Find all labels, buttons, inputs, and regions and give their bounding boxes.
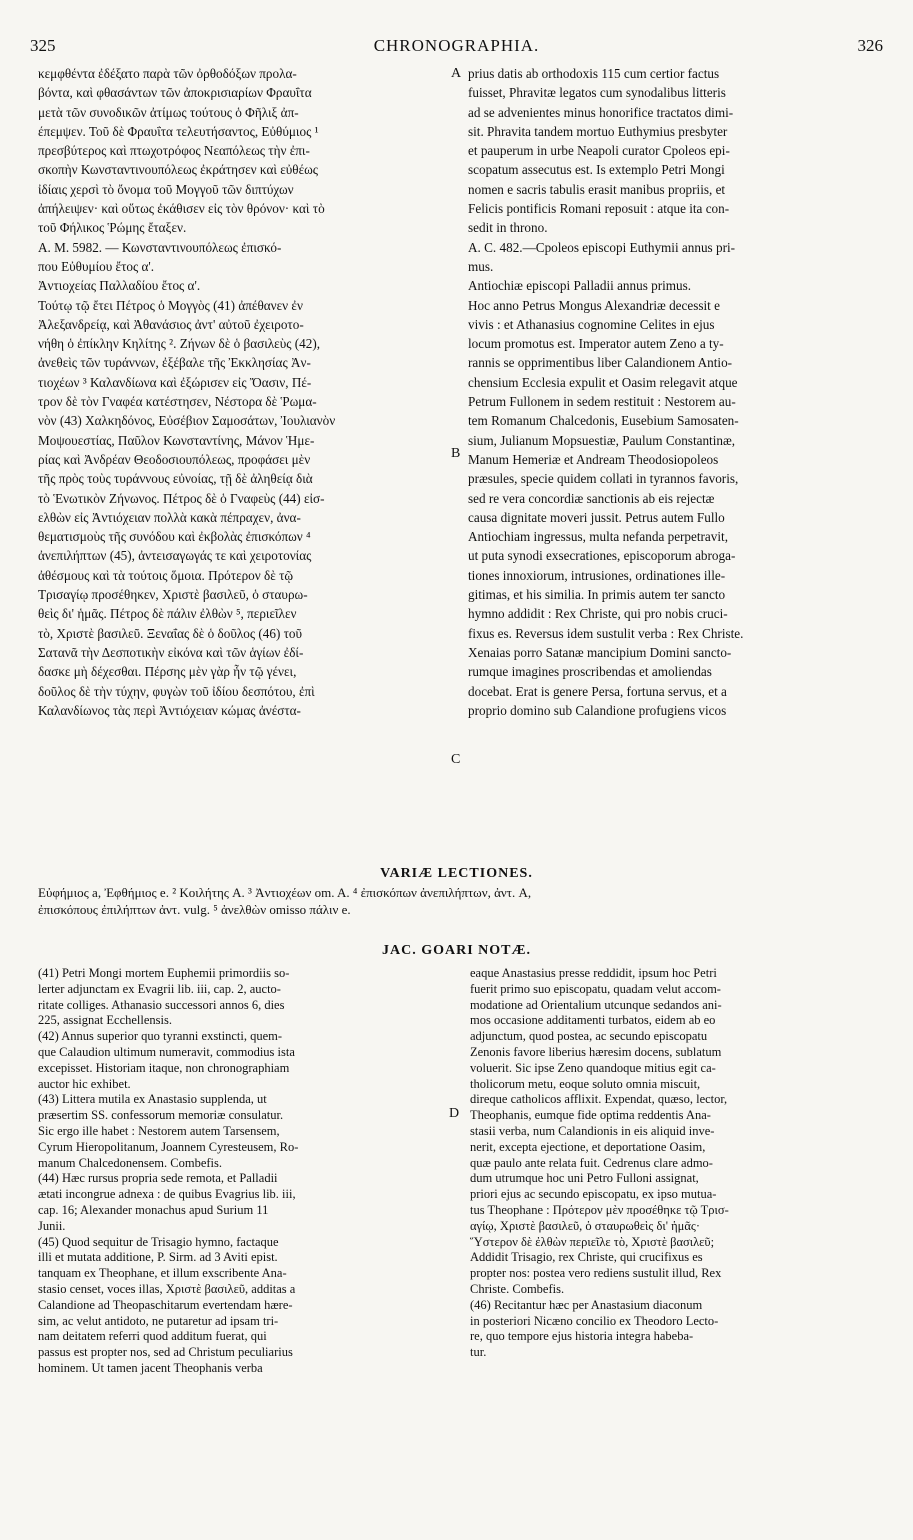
note-line: nerit, excepta ejectione, et deportatione Oasim, xyxy=(470,1139,706,1154)
latin-text-line: Antiochiam ingressus, multa nefanda perpetravit, xyxy=(468,529,729,545)
note-line: stasio censet, voces illas, Χριστὲ βασιλεῦ, additas a xyxy=(38,1281,296,1296)
latin-text-line: Hoc anno Petrus Mongus Alexandriæ decessit e xyxy=(468,297,720,313)
latin-text-line: Xenaias porro Satanæ mancipium Domini sancto- xyxy=(468,644,732,660)
latin-text-line: chensium Ecclesia expulit et Oasim relegavit atque xyxy=(468,374,738,390)
latin-text-line: sedit in throno. xyxy=(468,220,548,236)
latin-text-line: præsules, specie quidem collati in tyrannos favoris, xyxy=(468,471,739,487)
note-line: præsertim SS. confessorum memoriæ consulatur. xyxy=(38,1108,284,1123)
greek-text-line: ἀθέσμους καὶ τὰ τούτοις ὅμοια. Πρότερον δὲ τῷ xyxy=(38,567,294,583)
note-line: eaque Anastasius presse reddidit, ipsum hoc Petri xyxy=(470,966,717,980)
latin-text-line: Manum Hemeriæ et Andream Theodosiopoleos xyxy=(468,451,719,467)
note-line: (41) Petri Mongi mortem Euphemii primordiis so- xyxy=(38,966,290,980)
note-line: Christe. Combefis. xyxy=(470,1281,565,1296)
latin-text-line: ut puta synodi exsecrationes, episcoporum abroga- xyxy=(468,548,736,564)
greek-text-line: μετὰ τῶν συνοδικῶν ἀτίμως τούτους ὁ Φῆλιξ ἀπ- xyxy=(38,104,299,120)
note-line: direque catholicos afflixit. Expendat, quæso, lector, xyxy=(470,1092,728,1107)
greek-text-line: πρεσβύτερος καὶ πτωχοτρόφος Νεαπόλεως τὴν ἐπι- xyxy=(38,143,310,159)
note-line: fuerit primo suo episcopatu, quadam velut accom- xyxy=(470,981,721,996)
note-line: illi et mutata additione, P. Sirm. ad 3 Aviti epist. xyxy=(38,1250,278,1265)
running-header xyxy=(30,36,883,60)
note-line: modatione ad Orientalium utcunque sedandos ani- xyxy=(470,997,722,1012)
note-line: hominem. Ut tamen jacent Theophanis verba xyxy=(38,1360,263,1375)
greek-text-line: τὸ Ἑνωτικὸν Ζήνωνος. Πέτρος δὲ ὁ Γναφεὺς (44) εἰσ- xyxy=(38,490,325,506)
greek-text-line: βόντα, καὶ φθασάντων τῶν ἀποκρισιαρίων Φραυΐτα xyxy=(38,85,312,101)
greek-text-line: τιοχέων ³ Καλανδίωνα καὶ ἐξώρισεν εἰς Ὄασιν, Πέ- xyxy=(38,374,312,390)
note-line: quæ paulo ante relata fuit. Cedrenus clare admo- xyxy=(470,1155,713,1170)
note-line: passus est propter nos, sed ad Christum peculiarius xyxy=(38,1345,293,1360)
page-number-right: 326 xyxy=(857,36,883,55)
page-number-left: 325 xyxy=(30,36,56,55)
greek-text-line: ἀνεπιλήπτων (45), ἀντεισαγωγάς τε καὶ χειροτονίας xyxy=(38,548,312,564)
greek-text-line: τῆς πρὸς τοὺς τυράννους εὐνοίας, τῇ δὲ ἀληθείᾳ διὰ xyxy=(38,471,313,487)
latin-text-line: hymno addidit : Rex Christe, qui pro nobis cruci- xyxy=(468,606,728,622)
greek-text-line: νὸν (43) Χαλκηδόνος, Εὐσέβιον Σαμοσάτων, Ἰουλιανὸν xyxy=(38,413,336,429)
greek-text-line: τοῦ Φήλικος Ῥώμης ἔταξεν. xyxy=(38,220,187,236)
latin-text-line: ad se advenientes minus honorifice tractatos dimi- xyxy=(468,104,734,120)
latin-text-line: vivis : et Athanasius cognomine Celites in ejus xyxy=(468,316,715,332)
margin-letter-a: A xyxy=(451,66,462,81)
note-line: ætati incongrue adnexa : de quibus Evagrius lib. iii, xyxy=(38,1187,296,1202)
note-line: Cyrum Hieropolitanum, Joannem Cyresteusem, Ro- xyxy=(38,1139,299,1154)
greek-text-line: έπεμψεν. Τοῦ δὲ Φραυΐτα τελευτήσαντος, Εὐθύμιος ¹ xyxy=(38,123,319,139)
notes-heading: JAC. GOARI NOTÆ. xyxy=(381,943,531,958)
note-line: 225, assignat Ecchellensis. xyxy=(38,1013,172,1028)
note-line: mos occasione additamenti turbatos, eidem ab eo xyxy=(470,1013,716,1028)
note-line: Theophanis, eumque fide optima reddentis Ana- xyxy=(470,1108,711,1123)
greek-text-line: τὸ, Χριστὲ βασιλεῦ. Ξεναΐας δὲ ὁ δοῦλος (46) τοῦ xyxy=(38,625,303,641)
greek-text-line: δασκε μὴ δέχεσθαι. Πέρσης μὲν γὰρ ἦν τῷ γένει, xyxy=(38,664,297,680)
note-line: dum utrumque hoc uni Petro Fulloni assignat, xyxy=(470,1171,699,1186)
note-line: sim, ac velut antidoto, ne putaretur ad ipsam tri- xyxy=(38,1313,279,1328)
greek-text-line: Καλανδίωνος τὰς περὶ Ἀντιόχειαν κώμας ἀνέστα- xyxy=(38,702,301,718)
note-line: excepisset. Historiam itaque, non chronographiam xyxy=(38,1060,290,1075)
latin-text-line: A. C. 482.—Cpoleos episcopi Euthymii annus pri- xyxy=(468,239,736,255)
note-line: Junii. xyxy=(38,1218,66,1233)
note-line: nam deitatem referri quod additum fuerat, qui xyxy=(38,1329,267,1344)
variae-lectiones-text xyxy=(38,884,875,918)
notes-left-column xyxy=(38,966,442,1377)
margin-letter-d: D xyxy=(449,1106,460,1121)
latin-text-line: sed re vera concordiæ sanctionis ab eis rejectæ xyxy=(468,490,715,506)
note-line: tus Theophane : Πρότερον μὲν προσέθηκε τῷ Τρισ- xyxy=(470,1202,729,1217)
latin-text-line: locum promotus est. Imperator autem Zeno a ty- xyxy=(468,336,724,352)
greek-text-line: Μοψουεστίας, Παῦλον Κωνσταντίνης, Μάνον Ἡμε- xyxy=(38,432,315,448)
note-line: in posteriori Nicæno concilio ex Theodoro Lecto- xyxy=(470,1313,719,1328)
latin-text-line: mus. xyxy=(468,258,494,274)
latin-text-line: proprio domino sub Calandione profugiens vicos xyxy=(468,702,727,718)
latin-text-line: nomen e sacris tabulis erasit manibus propriis, et xyxy=(468,181,726,197)
latin-text-line: tem Romanum Chalcedonis, Eusebium Samosaten- xyxy=(468,413,739,429)
latin-text-line: prius datis ab orthodoxis 115 cum certior factus xyxy=(468,66,720,81)
latin-text-line: causa dignitate moveri jussit. Petrus autem Fullo xyxy=(468,509,725,525)
greek-text-line: Τούτῳ τῷ ἔτει Πέτρος ὁ Μογγὸς (41) ἀπέθανεν ἐν xyxy=(38,297,303,313)
latin-text-line: tiones innoxiorum, intrusiones, ordinationes ille- xyxy=(468,567,726,583)
greek-text-line: που Εὐθυμίου ἔτος α'. xyxy=(38,258,155,274)
greek-text-line: Ἀντιοχείας Παλλαδίου ἔτος α'. xyxy=(38,278,201,294)
note-line: Zenonis favore liberius hæresim docens, sublatum xyxy=(470,1044,722,1059)
greek-text-line: σκοπὴν Κωνσταντινουπόλεως ἐκράτησεν καὶ εὐθέως xyxy=(38,162,319,178)
latin-text-column xyxy=(468,64,876,720)
notes-right-column xyxy=(470,966,876,1361)
greek-text-line: ελθὼν εἰς Ἀντιόχειαν πολλὰ κακὰ πέπραχεν, ἀνα- xyxy=(38,509,301,525)
latin-text-line: fuisset, Phravitæ legatos cum synodalibus litteris xyxy=(468,85,726,101)
note-line: Ὕστερον δὲ ἐλθὼν περιεῖλε τὸ, Χριστὲ βασιλεῦ; xyxy=(470,1234,715,1249)
latin-text-line: Antiochiæ episcopi Palladii annus primus. xyxy=(468,278,692,294)
greek-text-line: κεμφθέντα ἐδέξατο παρὰ τῶν ὀρθοδόξων προλα- xyxy=(38,66,297,81)
note-line: cap. 16; Alexander monachus apud Surium 11 xyxy=(38,1202,269,1217)
latin-text-line: Felicis pontificis Romani reposuit : atque ita con- xyxy=(468,201,730,217)
note-line: lerter adjunctam ex Evagrii lib. iii, cap. 2, aucto- xyxy=(38,981,281,996)
note-line: tur. xyxy=(470,1345,487,1360)
note-line: (44) Hæc rursus propria sede remota, et Palladii xyxy=(38,1171,278,1186)
greek-text-line: ἀπήλειψεν· καὶ οὕτως ἐκάθισεν εἰς τὸν θρόνον· καὶ τὸ xyxy=(38,201,325,217)
note-line: manum Chalcedonensem. Combefis. xyxy=(38,1155,222,1170)
greek-text-line: θεὶς δι' ἡμᾶς. Πέτρος δὲ πάλιν ἐλθὼν ⁵, περιεῖλεν xyxy=(38,606,297,622)
greek-text-column xyxy=(38,64,445,720)
greek-text-line: Α. Μ. 5982. — Κωνσταντινουπόλεως ἐπισκό- xyxy=(38,239,282,255)
margin-letter-b: B xyxy=(451,446,461,461)
latin-text-line: sit. Phravita tandem mortuo Euthymius presbyter xyxy=(468,123,728,139)
greek-text-line: θεματισμοὺς τῆς συνόδου καὶ ἐκβολὰς ἐπισκόπων ⁴ xyxy=(38,529,311,545)
note-line: Calandione ad Theopaschitarum evertendam hære- xyxy=(38,1297,293,1312)
greek-text-line: Τρισαγίῳ προσέθηκεν, Χριστὲ βασιλεῦ, ὁ σταυρω- xyxy=(38,587,308,603)
latin-text-line: rumque imagines proscribendas et amoliendas xyxy=(468,664,712,680)
greek-text-line: Σατανᾶ τὴν Δεσποτικὴν εἰκόνα καὶ τῶν ἁγίων ἐδί- xyxy=(38,644,304,660)
note-line: que Calaudion ultimum numeravit, commodius ista xyxy=(38,1044,295,1059)
margin-letter-c: C xyxy=(451,752,461,767)
note-line: propter nos: postea vero rediens sustulit illud, Rex xyxy=(470,1266,722,1281)
note-line: tanquam ex Theophane, et illum exscribente Ana- xyxy=(38,1266,287,1281)
note-line: voluerit. Sic ipse Zeno quandoque mitius egit ca- xyxy=(470,1060,716,1075)
variant-reading-line: Εὐφήμιος a, Ἐφθήμιος e. ² Κοιλήτης A. ³ Ἀντιοχέων om. A. ⁴ ἐπισκόπων ἀνεπιλήπτων, ἀντ. A, xyxy=(38,885,532,900)
note-line: priori ejus ac secundo episcopatu, ex ipso mutua- xyxy=(470,1187,717,1202)
note-line: ritate colliges. Athanasio successori annos 6, dies xyxy=(38,997,285,1012)
latin-text-line: fixus es. Reversus idem sustulit verba : Rex Christe. xyxy=(468,625,744,641)
running-title: CHRONOGRAPHIA. xyxy=(373,36,540,55)
latin-text-line: gitimas, et his similia. In primis autem ter sancto xyxy=(468,587,726,603)
note-line: (45) Quod sequitur de Trisagio hymno, factaque xyxy=(38,1234,279,1249)
greek-text-line: τρον δὲ τὸν Γναφέα κατέστησεν, Νέστορα δὲ Ῥωμα- xyxy=(38,394,317,410)
greek-text-line: ἰδίαις χερσὶ τὸ ὄνομα τοῦ Μογγοῦ τῶν διπτύχων xyxy=(38,181,294,197)
greek-text-line: ρίας καὶ Ἀνδρέαν Θεοδοσιουπόλεως, προφάσει μὲν xyxy=(38,451,311,467)
note-line: (42) Annus superior quo tyranni exstincti, quem- xyxy=(38,1029,283,1044)
note-line: adjunctum, quod postea, ac secundo episcopatu xyxy=(470,1029,708,1044)
greek-text-line: ἀνεθεὶς τῶν τυράννων, ἐξέβαλε τῆς Ἐκκλησίας Ἀν- xyxy=(38,355,311,371)
note-line: αγίῳ, Χριστὲ βασιλεῦ, ὁ σταυρωθεὶς δι' ἡμᾶς· xyxy=(470,1218,700,1233)
note-line: Addidit Trisagio, rex Christe, qui crucifixus es xyxy=(470,1250,703,1265)
note-line: Sic ergo ille habet : Nestorem autem Tarsensem, xyxy=(38,1123,280,1138)
latin-text-line: et pauperum in urbe Neapoli curator Cpoleos epi- xyxy=(468,143,730,159)
note-line: re, quo tempore ejus historia integra habeba- xyxy=(470,1329,694,1344)
greek-text-line: Ἀλεξανδρείᾳ, καὶ Ἀθανάσιος ἀντ' αὐτοῦ ἐχειροτο- xyxy=(38,316,304,332)
variae-lectiones-heading: VARIÆ LECTIONES. xyxy=(380,866,533,881)
variant-reading-line: ἐπισκόπους ἐπιλήπτων ἀντ. vulg. ⁵ ἀνελθὼν omisso πάλιν e. xyxy=(38,902,351,917)
note-line: auctor hic exhibet. xyxy=(38,1076,131,1091)
note-line: stasii verba, num Calandionis in eis aliquid inve- xyxy=(470,1123,715,1138)
greek-text-line: νήθη ὁ ἐπίκλην Κηλίτης ². Ζήνων δὲ ὁ βασιλεὺς (42), xyxy=(38,336,321,352)
latin-text-line: Petrum Fullonem in sedem restituit : Nestorem au- xyxy=(468,394,736,410)
greek-text-line: δοῦλος δὲ τὴν τύχην, φυγὼν τοῦ ἰδίου δεσπότου, ἐπὶ xyxy=(38,683,315,699)
note-line: (46) Recitantur hæc per Anastasium diaconum xyxy=(470,1297,703,1312)
latin-text-line: rannis se opprimentibus liber Calandionem Antio- xyxy=(468,355,733,371)
latin-text-line: docebat. Erat is genere Persa, fortuna servus, et a xyxy=(468,683,727,699)
latin-text-line: sium, Julianum Mopsuestiæ, Paulum Constantinæ, xyxy=(468,432,736,448)
note-line: tholicorum metu, eoque soluto omnia miscuit, xyxy=(470,1076,701,1091)
note-line: (43) Littera mutila ex Anastasio supplenda, ut xyxy=(38,1092,267,1107)
latin-text-line: scopatum assecutus est. Is extemplo Petri Mongi xyxy=(468,162,725,178)
